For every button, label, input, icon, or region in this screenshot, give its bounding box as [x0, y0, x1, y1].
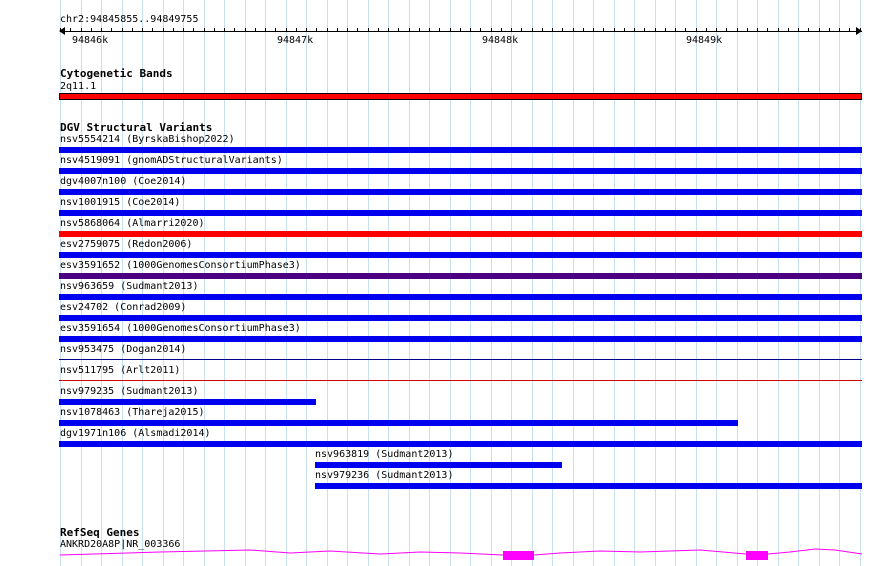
ruler-tick [101, 28, 102, 32]
variant-bar[interactable] [59, 399, 316, 405]
ruler-tick [255, 28, 256, 32]
gridline [573, 0, 574, 566]
ruler-tick [634, 28, 635, 32]
variant-bar[interactable] [59, 294, 862, 300]
ruler-tick-label: 94848k [482, 35, 519, 46]
ruler-tick [521, 28, 522, 32]
gridline [224, 0, 225, 566]
ruler-tick [788, 28, 789, 32]
variant-bar[interactable] [59, 441, 862, 447]
ruler-tick [644, 28, 645, 32]
ruler-tick [234, 28, 235, 32]
refseq-gene-label: ANKRD20A8P|NR_003366 [60, 539, 181, 550]
gene-intron-line [60, 549, 862, 555]
ruler-tick [132, 28, 133, 32]
variant-bar[interactable] [59, 336, 862, 342]
variant-label: nsv963819 (Sudmant2013) [315, 449, 454, 460]
ruler-tick [460, 28, 461, 32]
variant-bar[interactable] [59, 231, 862, 237]
gridline [819, 0, 820, 566]
ruler-tick [173, 28, 174, 32]
ruler-line [60, 31, 862, 32]
variant-bar[interactable] [59, 252, 862, 258]
variant-label: esv24702 (Conrad2009) [60, 302, 187, 313]
refseq-track-title: RefSeq Genes [60, 526, 140, 539]
ruler-tick [511, 28, 512, 32]
variant-label: esv3591652 (1000GenomesConsortiumPhase3) [60, 260, 301, 271]
ruler-tick [706, 28, 707, 32]
variant-bar[interactable] [59, 315, 862, 321]
ruler-tick [716, 28, 717, 32]
ruler-tick [388, 28, 389, 32]
gridline [245, 0, 246, 566]
gridline [470, 0, 471, 566]
gridline [778, 0, 779, 566]
gridline [675, 0, 676, 566]
variant-bar[interactable] [59, 210, 862, 216]
variant-bar[interactable] [59, 189, 862, 195]
ruler-tick [501, 28, 502, 32]
ruler-tick [562, 28, 563, 32]
variant-label: nsv963659 (Sudmant2013) [60, 281, 199, 292]
ruler-tick [685, 28, 686, 32]
ruler-tick [624, 28, 625, 32]
ruler-tick [378, 28, 379, 32]
ruler-tick [183, 28, 184, 32]
variant-label: nsv979235 (Sudmant2013) [60, 386, 199, 397]
ruler-tick [152, 28, 153, 32]
ruler-tick [357, 28, 358, 32]
gridline [265, 0, 266, 566]
variant-bar[interactable] [59, 359, 862, 360]
variant-bar[interactable] [315, 483, 862, 489]
ruler-tick-label: 94846k [72, 35, 109, 46]
ruler-tick [849, 28, 850, 32]
ruler-tick [163, 28, 164, 32]
ruler-tick [70, 28, 71, 32]
gridline [737, 0, 738, 566]
ruler-tick [347, 28, 348, 32]
gridline [511, 0, 512, 566]
ruler-tick [409, 28, 410, 32]
ruler-tick [429, 28, 430, 32]
ruler-tick [327, 28, 328, 32]
gridline [491, 0, 492, 566]
variant-bar[interactable] [59, 147, 862, 153]
ruler-tick [737, 28, 738, 32]
variant-label: nsv1078463 (Thareja2015) [60, 407, 205, 418]
ruler-tick [860, 28, 861, 32]
ruler-tick [111, 28, 112, 32]
ruler-tick [193, 28, 194, 32]
ruler-tick [286, 28, 287, 32]
variant-bar[interactable] [59, 273, 862, 279]
ruler-tick [337, 28, 338, 32]
dgv-track-title: DGV Structural Variants [60, 121, 213, 134]
gridline [696, 0, 697, 566]
ruler-tick [224, 28, 225, 32]
ruler-tick [419, 28, 420, 32]
cytoband-track-title: Cytogenetic Bands [60, 67, 173, 80]
ruler-tick [470, 28, 471, 32]
ruler-tick [398, 28, 399, 32]
ruler-tick [603, 28, 604, 32]
gridline [798, 0, 799, 566]
ruler-tick [675, 28, 676, 32]
ruler-tick [655, 28, 656, 32]
ruler-tick [91, 28, 92, 32]
ruler-tick-label: 94847k [277, 35, 314, 46]
ruler-tick [726, 28, 727, 32]
ruler-tick [204, 28, 205, 32]
gridline [204, 0, 205, 566]
ruler-tick [542, 28, 543, 32]
variant-label: nsv5868064 (Almarri2020) [60, 218, 205, 229]
ruler-tick [747, 28, 748, 32]
variant-bar[interactable] [59, 380, 862, 381]
variant-label: nsv511795 (Arlt2011) [60, 365, 181, 376]
gridline [306, 0, 307, 566]
ruler-tick [142, 28, 143, 32]
ruler-location: chr2:94845855..94849755 [60, 14, 199, 25]
ruler-tick [665, 28, 666, 32]
ruler-tick [450, 28, 451, 32]
ruler-tick [808, 28, 809, 32]
ruler-tick [593, 28, 594, 32]
ruler-tick [296, 28, 297, 32]
cytoband-label: 2q11.1 [60, 81, 97, 92]
variant-bar[interactable] [59, 420, 738, 426]
variant-label: dgv1971n106 (Alsmadi2014) [60, 428, 211, 439]
ruler-tick [214, 28, 215, 32]
gridline [655, 0, 656, 566]
gridline [757, 0, 758, 566]
ruler-tick [583, 28, 584, 32]
variant-label: nsv5554214 (ByrskaBishop2022) [60, 134, 235, 145]
ruler-tick [819, 28, 820, 32]
ruler-tick [573, 28, 574, 32]
variant-label: nsv979236 (Sudmant2013) [315, 470, 454, 481]
cytoband-band[interactable] [59, 93, 862, 100]
ruler-tick [122, 28, 123, 32]
ruler-tick [316, 28, 317, 32]
ruler-right-arrow-icon [856, 27, 862, 35]
variant-label: dgv4007n100 (Coe2014) [60, 176, 187, 187]
ruler-tick [778, 28, 779, 32]
gene-exon[interactable] [503, 551, 534, 560]
refseq-gene-model[interactable] [0, 540, 890, 566]
variant-label: esv3591654 (1000GenomesConsortiumPhase3) [60, 323, 301, 334]
ruler-tick [439, 28, 440, 32]
ruler-tick [829, 28, 830, 32]
gridline [860, 0, 861, 566]
ruler-tick [757, 28, 758, 32]
gridline [716, 0, 717, 566]
variant-label: nsv1001915 (Coe2014) [60, 197, 181, 208]
variant-label: esv2759075 (Redon2006) [60, 239, 193, 250]
variant-label: nsv953475 (Dogan2014) [60, 344, 187, 355]
ruler-tick [552, 28, 553, 32]
ruler-tick [839, 28, 840, 32]
ruler-tick [480, 28, 481, 32]
gridline [634, 0, 635, 566]
gridline [614, 0, 615, 566]
gridline [532, 0, 533, 566]
ruler-tick [491, 28, 492, 32]
variant-label: nsv4519091 (gnomADStructuralVariants) [60, 155, 283, 166]
ruler-tick [60, 28, 61, 32]
ruler-tick [767, 28, 768, 32]
gridline [286, 0, 287, 566]
gridline [593, 0, 594, 566]
ruler-tick [306, 28, 307, 32]
ruler-tick-label: 94849k [686, 35, 723, 46]
variant-bar[interactable] [315, 462, 562, 468]
ruler-tick [614, 28, 615, 32]
ruler-tick [368, 28, 369, 32]
ruler-tick [696, 28, 697, 32]
ruler-tick [798, 28, 799, 32]
ruler-tick [275, 28, 276, 32]
gene-exon[interactable] [746, 551, 768, 560]
variant-bar[interactable] [59, 168, 862, 174]
ruler-tick [532, 28, 533, 32]
gridline [552, 0, 553, 566]
ruler-tick [81, 28, 82, 32]
ruler-tick [245, 28, 246, 32]
ruler-tick [265, 28, 266, 32]
gridline [839, 0, 840, 566]
